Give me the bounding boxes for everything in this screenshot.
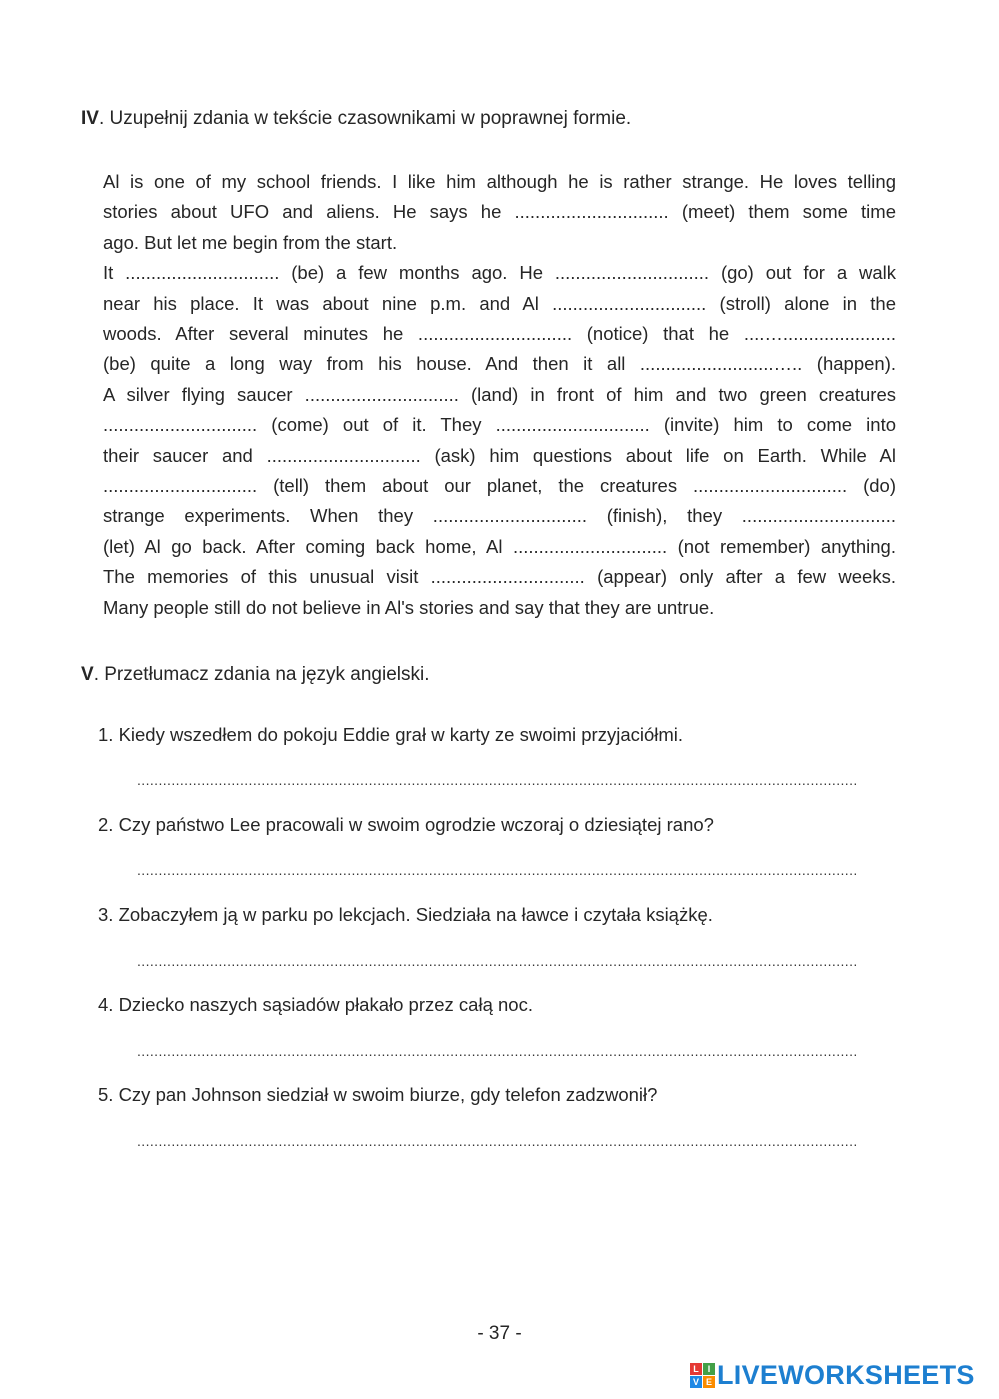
section-iv-numeral: IV: [81, 108, 99, 129]
section-v-title: . Przetłumacz zdania na język angielski.: [93, 664, 430, 685]
story-line: The memories of this unusual visit .............................. (appear) only after a few weeks.: [103, 566, 896, 588]
story-line: stories about UFO and aliens. He says he .............................. (meet) them some time: [103, 201, 896, 223]
logo-tile: I: [703, 1363, 715, 1375]
answer-line-1[interactable]: ........................................................................................................................................................................: [137, 772, 858, 788]
story-line: Many people still do not believe in Al's stories and say that they are untrue.: [103, 596, 715, 618]
story-line: near his place. It was about nine p.m. and Al .............................. (stroll) alone in the: [103, 292, 896, 314]
answer-line-3[interactable]: ........................................................................................................................................................................: [137, 953, 858, 969]
story-line: their saucer and .............................. (ask) him questions about life on Earth. While Al: [103, 444, 896, 466]
section-v-numeral: V: [81, 664, 94, 685]
translation-question-4: 4. Dziecko naszych sąsiadów płakało przez całą noc.: [98, 994, 533, 1015]
story-line: A silver flying saucer .............................. (land) in front of him and two green creatures: [103, 383, 896, 405]
section-v-heading: [81, 664, 430, 686]
page-number: - 37 -: [477, 1323, 522, 1344]
logo-tile: E: [703, 1376, 715, 1388]
answer-line-5[interactable]: ........................................................................................................................................................................: [137, 1133, 858, 1149]
story-line: ago. But let me begin from the start.: [103, 231, 398, 253]
story-line: It .............................. (be) a few months ago. He .............................. (go) out for a walk: [103, 262, 896, 284]
story-line: (be) quite a long way from his house. And then it all ..........................….. (happen).: [103, 353, 896, 375]
story-line: (let) Al go back. After coming back home, Al .............................. (not remember) anything.: [103, 535, 896, 557]
story-line: .............................. (tell) them about our planet, the creatures .............................. (do): [103, 475, 896, 497]
story-line: Al is one of my school friends. I like him although he is rather strange. He loves telling: [103, 171, 896, 192]
translation-question-2: 2. Czy państwo Lee pracowali w swoim ogrodzie wczoraj o dziesiątej rano?: [98, 814, 714, 835]
answer-line-4[interactable]: ........................................................................................................................................................................: [137, 1043, 858, 1059]
section-iv-title: . Uzupełnij zdania w tekście czasownikami w poprawnej formie.: [98, 108, 632, 129]
logo-tile: V: [690, 1376, 702, 1388]
story-line: strange experiments. When they .............................. (finish), they ..............................: [103, 505, 896, 527]
logo-tile: L: [690, 1363, 702, 1375]
liveworksheets-logo-icon: [690, 1363, 715, 1388]
brand-name: LIVEWORKSHEETS: [717, 1360, 975, 1390]
story-line: woods. After several minutes he .............................. (notice) that he ....…......................: [103, 323, 896, 345]
liveworksheets-brand: [690, 1361, 975, 1389]
answer-line-2[interactable]: ........................................................................................................................................................................: [137, 862, 858, 878]
translation-question-5: 5. Czy pan Johnson siedział w swoim biurze, gdy telefon zadzwonił?: [98, 1084, 658, 1105]
story-paragraph: [103, 167, 896, 623]
translation-question-1: 1. Kiedy wszedłem do pokoju Eddie grał w karty ze swoimi przyjaciółmi.: [98, 724, 684, 745]
translation-question-3: 3. Zobaczyłem ją w parku po lekcjach. Siedziała na ławce i czytała książkę.: [98, 904, 713, 925]
section-iv-heading: [81, 108, 631, 130]
story-line: .............................. (come) out of it. They .............................. (invite) him to come into: [103, 414, 896, 436]
